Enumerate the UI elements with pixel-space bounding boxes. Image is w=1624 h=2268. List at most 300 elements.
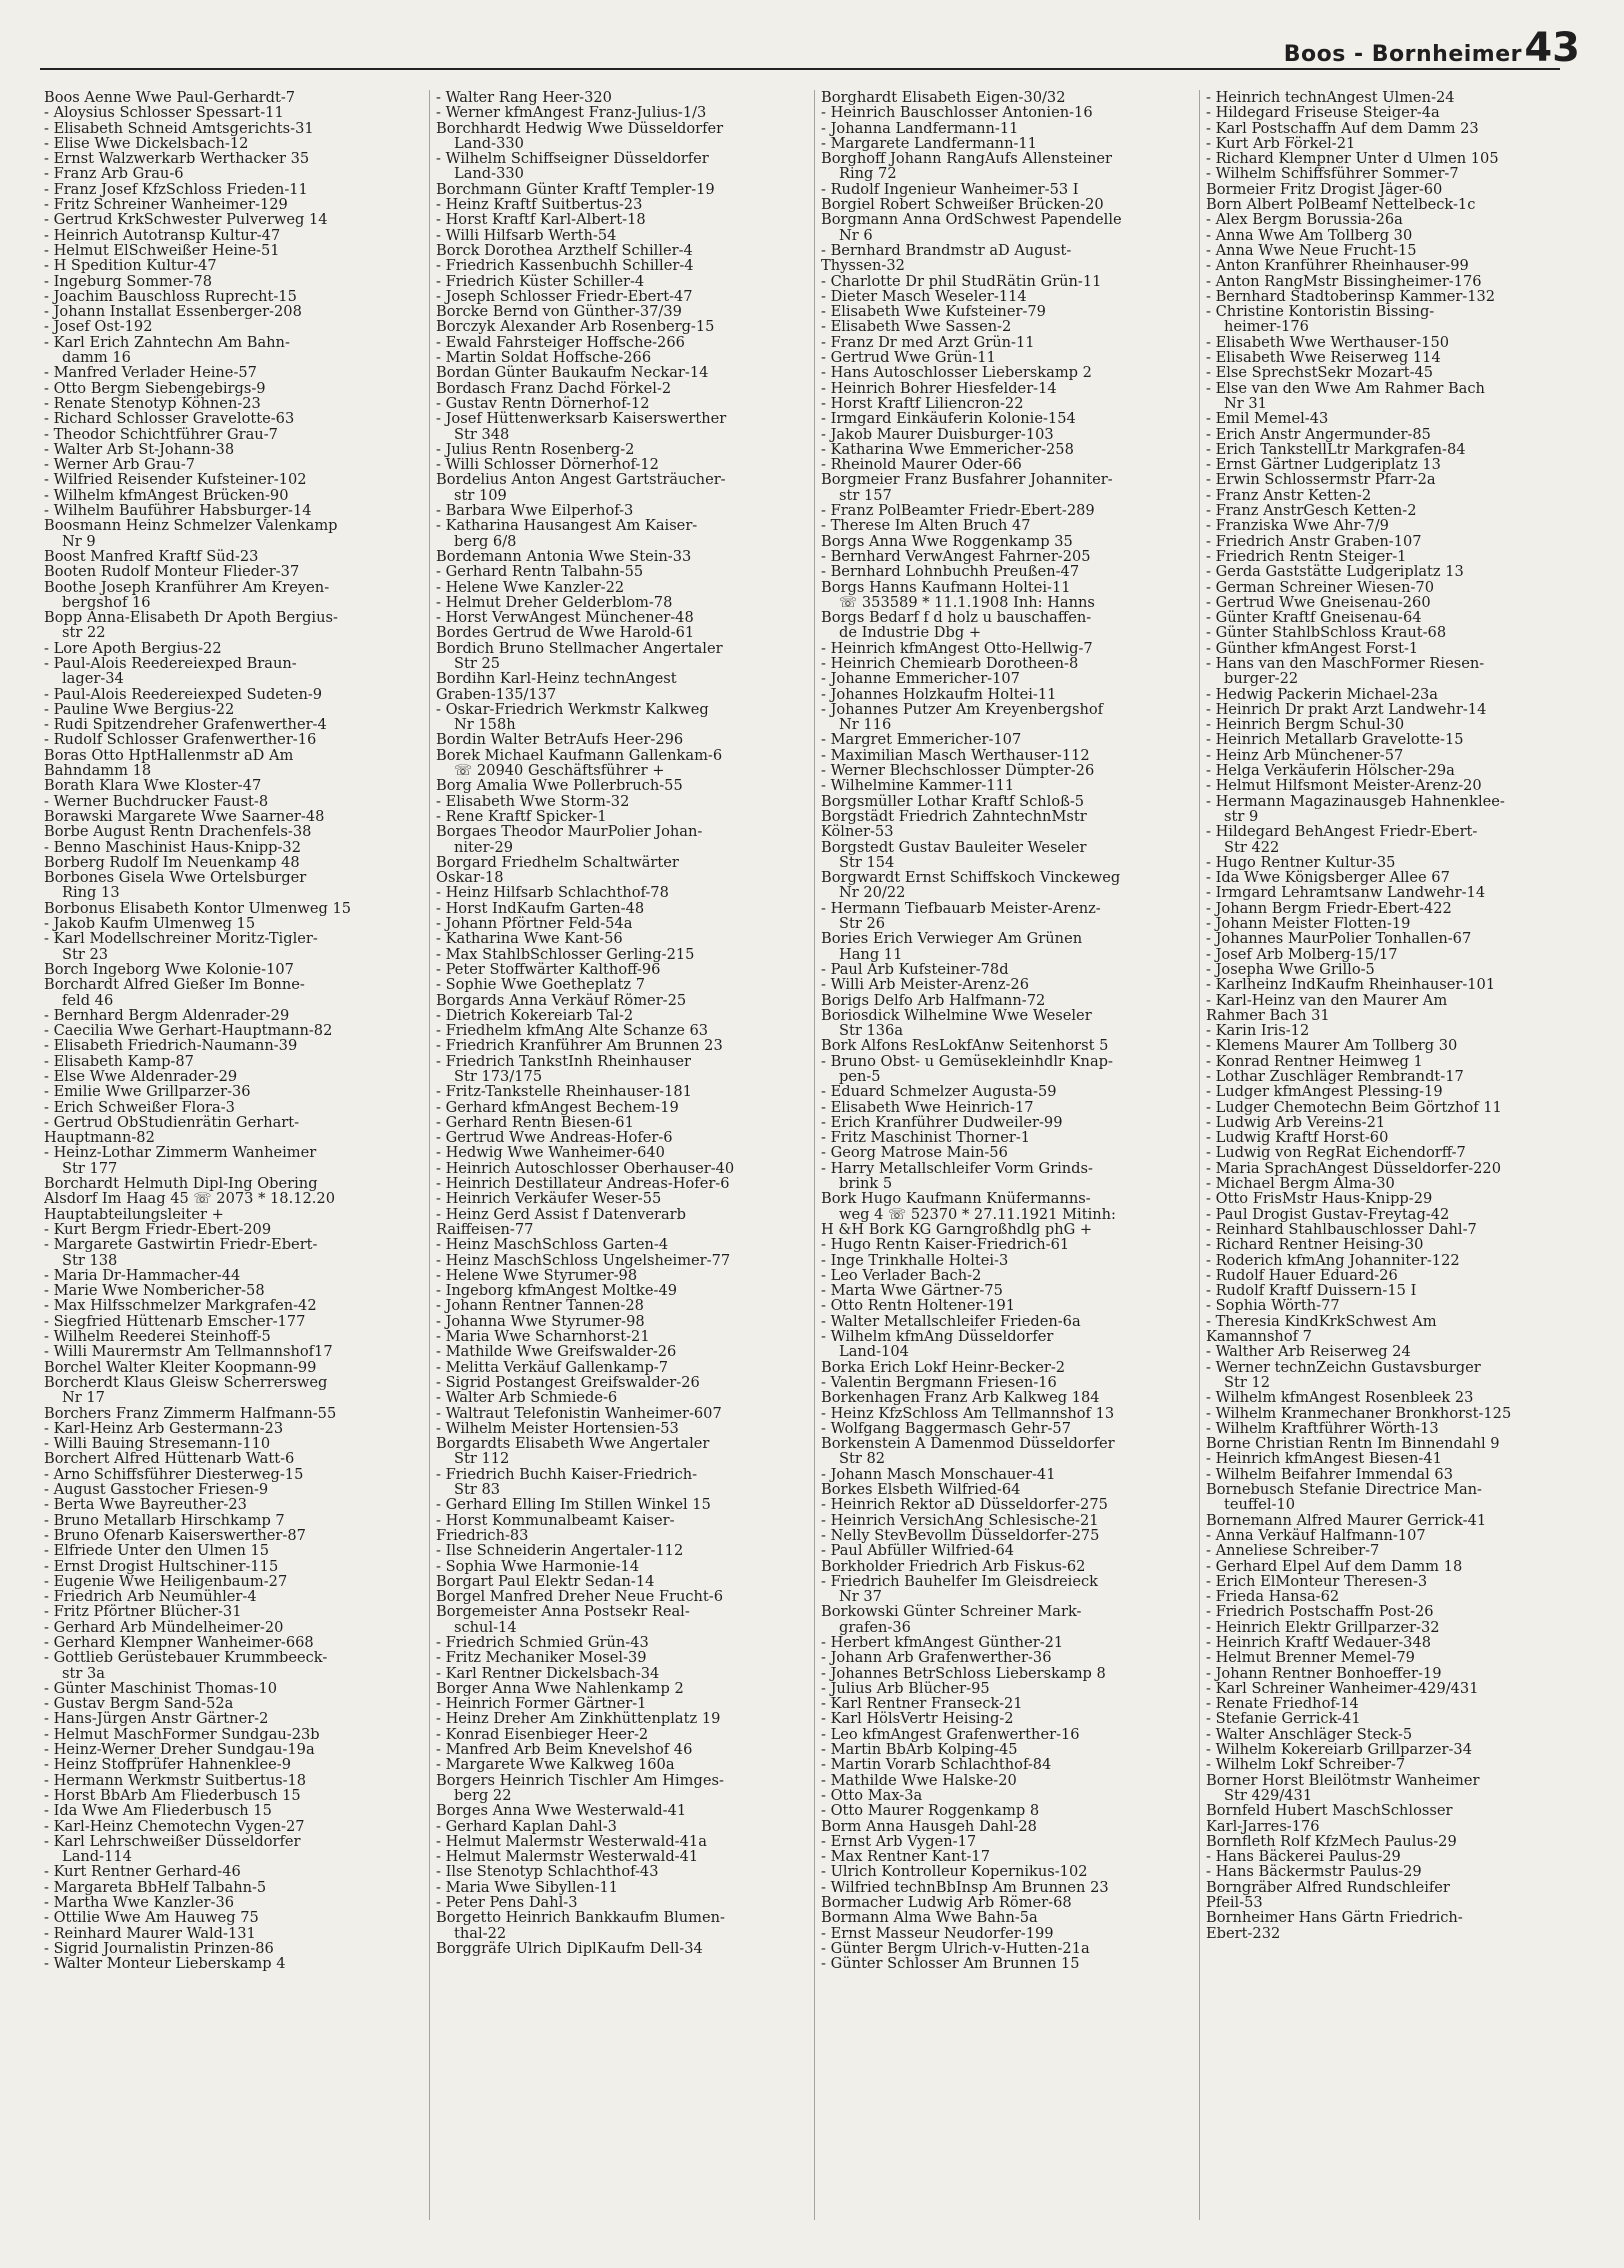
- directory-line: - Heinrich Chemiearb Dorotheen-8: [821, 654, 1079, 672]
- directory-line: - Ernst Gärtner Ludgeriplatz 13: [1206, 456, 1441, 474]
- directory-line: - Werner technZeichn Gustavsburger: [1206, 1358, 1481, 1376]
- directory-line: Str 348: [454, 425, 510, 443]
- directory-line: Borkenstein A Damenmod Düsseldorfer: [821, 1435, 1115, 1453]
- directory-line: - Helmut ElSchweißer Heine-51: [44, 241, 280, 259]
- directory-line: - Helmut Malermstr Westerwald-41: [436, 1848, 699, 1866]
- directory-line: H &H Bork KG Garngroßhdlg phG +: [821, 1220, 1093, 1238]
- directory-line: Raiffeisen-77: [436, 1220, 534, 1238]
- directory-line: - Johann Bergm Friedr-Ebert-422: [1206, 899, 1452, 917]
- directory-line: - Ernst Masseur Neudorfer-199: [821, 1924, 1054, 1942]
- directory-line: - Hildegard Friseuse Steiger-4a: [1206, 104, 1440, 122]
- directory-line: Bordich Bruno Stellmacher Angertaler: [436, 639, 723, 657]
- directory-line: - Walter Rang Heer-320: [436, 90, 612, 106]
- directory-line: - Helene Wwe Kanzler-22: [436, 578, 625, 596]
- directory-line: - Paul-Alois Reedereiexped Sudeten-9: [44, 685, 323, 703]
- directory-line: - Heinrich Former Gärtner-1: [436, 1695, 647, 1713]
- directory-line: - Heinrich Elektr Grillparzer-32: [1206, 1618, 1440, 1636]
- directory-line: str 22: [62, 624, 106, 642]
- directory-line: Borbonus Elisabeth Kontor Ulmenweg 15: [44, 899, 352, 917]
- directory-line: - Herbert kfmAngest Günther-21: [821, 1633, 1064, 1651]
- directory-line: - Ulrich Kontrolleur Kopernikus-102: [821, 1863, 1088, 1881]
- directory-line: - Gerhard Rentn Biesen-61: [436, 1113, 634, 1131]
- directory-line: Borch Ingeborg Wwe Kolonie-107: [44, 960, 294, 978]
- directory-line: - Eugenie Wwe Heiligenbaum-27: [44, 1572, 288, 1590]
- directory-line: - Richard Schlosser Gravelotte-63: [44, 410, 295, 428]
- directory-line: - Maria SprachAngest Düsseldorfer-220: [1206, 1159, 1501, 1177]
- directory-line: - Anneliese Schreiber-7: [1206, 1542, 1380, 1560]
- directory-line: - Barbara Wwe Eilperhof-3: [436, 502, 634, 520]
- directory-line: - Franz AnstrGesch Ketten-2: [1206, 502, 1417, 520]
- directory-line: - Gustav Bergm Sand-52a: [44, 1695, 234, 1713]
- directory-line: - Kurt Bergm Friedr-Ebert-209: [44, 1220, 272, 1238]
- directory-line: - Ingeborg kfmAngest Moltke-49: [436, 1282, 678, 1300]
- directory-line: - Heinz Stoffprüfer Hahnenklee-9: [44, 1756, 291, 1774]
- directory-line: Kölner-53: [821, 823, 894, 841]
- directory-line: - Josepha Wwe Grillo-5: [1206, 960, 1375, 978]
- directory-line: - Erich Anstr Angermunder-85: [1206, 425, 1431, 443]
- directory-line: - Nelly StevBevollm Düsseldorfer-275: [821, 1526, 1100, 1544]
- directory-line: - Franz Anstr Ketten-2: [1206, 486, 1372, 504]
- directory-line: - Otto Bergm Siebengebirgs-9: [44, 379, 266, 397]
- directory-line: Borawski Margarete Wwe Saarner-48: [44, 807, 325, 825]
- directory-line: - Ewald Fahrsteiger Hoffsche-266: [436, 333, 685, 351]
- directory-line: - Jakob Maurer Duisburger-103: [821, 425, 1054, 443]
- directory-line: - Anton Kranführer Rheinhauser-99: [1206, 257, 1469, 275]
- directory-line: Borchers Franz Zimmerm Halfmann-55: [44, 1404, 337, 1422]
- directory-line: - Friedrich Arb Neumühler-4: [44, 1588, 257, 1606]
- directory-line: Pfeil-53: [1206, 1894, 1263, 1912]
- directory-line: - Paul Abfüller Wilfried-64: [821, 1542, 1015, 1560]
- directory-line: Borkes Elsbeth Wilfried-64: [821, 1481, 1021, 1499]
- directory-line: - Heinrich Destillateur Andreas-Hofer-6: [436, 1175, 730, 1193]
- directory-line: Borm Anna Hausgeh Dahl-28: [821, 1817, 1037, 1835]
- directory-line: thal-22: [454, 1924, 507, 1942]
- directory-line: Bormacher Ludwig Arb Römer-68: [821, 1894, 1072, 1912]
- directory-line: Borgsmüller Lothar Kraftf Schloß-5: [821, 792, 1085, 810]
- directory-line: - Gertrud Wwe Grün-11: [821, 349, 996, 367]
- directory-line: - Bernhard Bergm Aldenrader-29: [44, 1006, 290, 1024]
- directory-line: - Elisabeth Wwe Heinrich-17: [821, 1098, 1034, 1116]
- directory-line: Boosmann Heinz Schmelzer Valenkamp: [44, 517, 338, 535]
- directory-line: Borbones Gisela Wwe Ortelsburger: [44, 869, 307, 887]
- directory-line: - Hildegard BehAngest Friedr-Ebert-: [1206, 823, 1478, 841]
- directory-line: - Johanne Emmericher-107: [821, 670, 1020, 688]
- directory-line: - Mathilde Wwe Greifswalder-26: [436, 1343, 677, 1361]
- directory-line: - Karl Erich Zahntechn Am Bahn-: [44, 333, 290, 351]
- directory-line: - Elisabeth Wwe Werthauser-150: [1206, 333, 1450, 351]
- directory-line: - Hans van den MaschFormer Riesen-: [1206, 654, 1485, 672]
- directory-line: - Friedrich Schmied Grün-43: [436, 1633, 649, 1651]
- directory-line: - Ingeburg Sommer-78: [44, 272, 212, 290]
- directory-line: Bopp Anna-Elisabeth Dr Apoth Bergius-: [44, 609, 338, 627]
- directory-line: - Katharina Wwe Emmericher-258: [821, 440, 1074, 458]
- directory-line: Bories Erich Verwieger Am Grünen: [821, 930, 1083, 948]
- directory-line: Hauptmann-82: [44, 1129, 155, 1147]
- directory-line: Bormann Alma Wwe Bahn-5a: [821, 1909, 1038, 1927]
- directory-line: - Karin Iris-12: [1206, 1022, 1310, 1040]
- directory-line: Str 23: [62, 945, 109, 963]
- directory-line: Boothe Joseph Kranführer Am Kreyen-: [44, 578, 330, 596]
- directory-line: - Karl Postschaffn Auf dem Damm 23: [1206, 119, 1479, 137]
- directory-line: - Hans Autoschlosser Lieberskamp 2: [821, 364, 1092, 382]
- directory-line: - Ernst Arb Vygen-17: [821, 1832, 977, 1850]
- directory-line: - Elisabeth Friedrich-Naumann-39: [44, 1037, 298, 1055]
- directory-line: - Horst IndKaufm Garten-48: [436, 899, 645, 917]
- directory-line: - Katharina Hausangest Am Kaiser-: [436, 517, 698, 535]
- directory-line: burger-22: [1224, 670, 1299, 688]
- directory-line: - Gerhard kfmAngest Bechem-19: [436, 1098, 679, 1116]
- directory-line: - Walter Arb St-Johann-38: [44, 440, 235, 458]
- directory-line: - Maria Dr-Hammacher-44: [44, 1266, 241, 1284]
- directory-line: - Heinz Hilfsarb Schlachthof-78: [436, 884, 669, 902]
- directory-line: - Hermann Werkmstr Suitbertus-18: [44, 1771, 307, 1789]
- directory-line: Ring 72: [839, 165, 897, 183]
- directory-line: - Friedrich Kassenbuchh Schiller-4: [436, 257, 694, 275]
- directory-line: - Maria Wwe Scharnhorst-21: [436, 1328, 650, 1346]
- directory-line: - Martha Wwe Kanzler-36: [44, 1894, 235, 1912]
- directory-line: - Karl Lehrschweißer Düsseldorfer: [44, 1832, 301, 1850]
- directory-line: - Michael Bergm Alma-30: [1206, 1175, 1395, 1193]
- directory-line: Borchhardt Hedwig Wwe Düsseldorfer: [436, 119, 724, 137]
- directory-line: - Johanna Wwe Styrumer-98: [436, 1312, 645, 1330]
- directory-line: - Karl Schreiner Wanheimer-429/431: [1206, 1679, 1479, 1697]
- directory-line: - Wilhelmine Kammer-111: [821, 777, 1015, 795]
- directory-line: - Johann Installat Essenberger-208: [44, 303, 302, 321]
- directory-line: Bordin Walter BetrAufs Heer-296: [436, 731, 684, 749]
- directory-line: - Else Wwe Aldenrader-29: [44, 1068, 238, 1085]
- directory-line: - August Gasstocher Friesen-9: [44, 1481, 269, 1499]
- directory-line: - Fritz Pförtner Blücher-31: [44, 1603, 242, 1621]
- directory-line: ☏ 353589 * 11.1.1908 Inh: Hanns: [839, 593, 1095, 611]
- directory-line: - Fritz Mechaniker Mosel-39: [436, 1649, 647, 1667]
- directory-line: - Reinhard Stahlbauschlosser Dahl-7: [1206, 1220, 1477, 1238]
- directory-line: Bornfleth Rolf KfzMech Paulus-29: [1206, 1832, 1457, 1850]
- directory-line: - Heinz Arb Münchener-57: [1206, 746, 1404, 764]
- directory-line: - Melitta Verkäuf Gallenkamp-7: [436, 1358, 669, 1376]
- directory-line: - Willi Maurermstr Am Tellmannshof17: [44, 1343, 333, 1361]
- directory-line: - Richard Rentner Heising-30: [1206, 1236, 1424, 1254]
- directory-line: - Günter Bergm Ulrich-v-Hutten-21a: [821, 1939, 1090, 1957]
- directory-line: - Wilhelm Reederei Steinhoff-5: [44, 1328, 271, 1346]
- directory-line: - Gertrud Wwe Gneisenau-260: [1206, 593, 1431, 611]
- directory-line: - Theresia KindKrkSchwest Am: [1206, 1312, 1437, 1330]
- directory-line: Thyssen-32: [821, 257, 905, 275]
- directory-line: - Leo kfmAngest Grafenwerther-16: [821, 1725, 1080, 1743]
- directory-line: Str 83: [454, 1481, 501, 1499]
- directory-line: - Heinz Kraftf Suitbertus-23: [436, 196, 643, 214]
- directory-line: - Hedwig Packerin Michael-23a: [1206, 685, 1439, 703]
- directory-line: Str 154: [839, 853, 895, 871]
- directory-line: - Ottilie Wwe Am Hauweg 75: [44, 1909, 259, 1927]
- column-2: [429, 90, 804, 2220]
- directory-line: Nr 158h: [454, 716, 516, 734]
- running-head: Boos - Bornheimer: [1283, 42, 1522, 67]
- directory-line: - Fritz Maschinist Thorner-1: [821, 1129, 1031, 1147]
- directory-line: Borger Anna Wwe Nahlenkamp 2: [436, 1679, 684, 1697]
- directory-line: - Heinrich VersichAng Schlesische-21: [821, 1511, 1099, 1529]
- directory-line: - Friedrich TankstInh Rheinhauser: [436, 1052, 691, 1070]
- directory-line: Borgardts Elisabeth Wwe Angertaler: [436, 1435, 710, 1453]
- directory-line: lager-34: [62, 670, 124, 688]
- directory-line: - Ludwig Arb Vereins-21: [1206, 1113, 1386, 1131]
- directory-line: Bahndamm 18: [44, 762, 152, 780]
- directory-line: - Friedrich Küster Schiller-4: [436, 272, 645, 290]
- directory-line: - Ludger Chemotechn Beim Görtzhof 11: [1206, 1098, 1502, 1116]
- directory-line: - Gerhard Kaplan Dahl-3: [436, 1817, 617, 1835]
- directory-line: str 157: [839, 486, 892, 504]
- directory-line: - Martin BbArb Kolping-45: [821, 1741, 1018, 1759]
- directory-line: Str 82: [839, 1450, 886, 1468]
- directory-line: - Heinrich technAngest Ulmen-24: [1206, 90, 1455, 106]
- directory-line: Borgemeister Anna Postsekr Real-: [436, 1603, 690, 1621]
- directory-line: Str 25: [454, 654, 501, 672]
- directory-line: - Heinz-Lothar Zimmerm Wanheimer: [44, 1144, 317, 1162]
- directory-line: Hauptabteilungsleiter +: [44, 1205, 224, 1223]
- directory-line: - Bernhard VerwAngest Fahrner-205: [821, 547, 1091, 565]
- directory-line: Borberg Rudolf Im Neuenkamp 48: [44, 853, 300, 871]
- directory-line: - Dietrich Kokereiarb Tal-2: [436, 1006, 634, 1024]
- directory-line: - Heinrich Dr prakt Arzt Landwehr-14: [1206, 700, 1487, 718]
- directory-line: Graben-135/137: [436, 685, 557, 703]
- directory-line: teuffel-10: [1224, 1496, 1296, 1514]
- directory-line: - Hermann Magazinausgeb Hahnenklee-: [1206, 792, 1505, 810]
- directory-line: Borgiel Robert Schweißer Brücken-20: [821, 196, 1104, 214]
- directory-line: - Horst Kraftf Karl-Albert-18: [436, 211, 646, 229]
- directory-line: Bordes Gertrud de Wwe Harold-61: [436, 624, 695, 642]
- directory-line: - Heinz MaschSchloss Ungelsheimer-77: [436, 1251, 731, 1269]
- directory-line: Borgards Anna Verkäuf Römer-25: [436, 991, 687, 1009]
- directory-line: Hang 11: [839, 945, 903, 963]
- directory-line: Born Albert PolBeamf Nettelbeck-1c: [1206, 196, 1476, 214]
- directory-line: - Margarete Landfermann-11: [821, 134, 1037, 152]
- directory-line: de Industrie Dbg +: [839, 624, 982, 642]
- directory-line: - Aloysius Schlosser Spessart-11: [44, 104, 284, 122]
- directory-line: - Erich ElMonteur Theresen-3: [1206, 1572, 1428, 1590]
- directory-line: - Heinrich Metallarb Gravelotte-15: [1206, 731, 1464, 749]
- directory-line: Str 173/175: [454, 1068, 543, 1085]
- directory-line: - Heinrich kfmAngest Biesen-41: [1206, 1450, 1442, 1468]
- directory-line: - Margarete Wwe Kalkweg 160a: [436, 1756, 675, 1774]
- directory-line: - Otto Maurer Roggenkamp 8: [821, 1802, 1040, 1820]
- directory-line: Borkholder Friedrich Arb Fiskus-62: [821, 1557, 1086, 1575]
- directory-line: - Lothar Zuschläger Rembrandt-17: [1206, 1068, 1464, 1085]
- directory-line: - Heinrich Rektor aD Düsseldorfer-275: [821, 1496, 1108, 1514]
- directory-line: - Franziska Wwe Ahr-7/9: [1206, 517, 1389, 535]
- directory-line: Bordan Günter Baukaufm Neckar-14: [436, 364, 709, 382]
- directory-line: - Max Rentner Kant-17: [821, 1848, 990, 1866]
- directory-line: - Heinrich kfmAngest Otto-Hellwig-7: [821, 639, 1093, 657]
- directory-line: - Fritz Schreiner Wanheimer-129: [44, 196, 288, 214]
- directory-line: - Siegfried Hüttenarb Emscher-177: [44, 1312, 306, 1330]
- directory-line: - Friedrich Anstr Graben-107: [1206, 532, 1422, 550]
- directory-line: Borath Klara Wwe Kloster-47: [44, 777, 262, 795]
- directory-line: Borgaes Theodor MaurPolier Johan-: [436, 823, 703, 841]
- directory-line: - Heinrich Kraftf Wedauer-348: [1206, 1633, 1432, 1651]
- directory-line: - Gerhard Elling Im Stillen Winkel 15: [436, 1496, 711, 1514]
- directory-line: Borchardt Helmuth Dipl-Ing Obering: [44, 1175, 318, 1193]
- directory-line: - Erich Schweißer Flora-3: [44, 1098, 235, 1116]
- directory-line: - Konrad Rentner Heimweg 1: [1206, 1052, 1423, 1070]
- directory-line: Borkowski Günter Schreiner Mark-: [821, 1603, 1082, 1621]
- directory-line: str 109: [454, 486, 507, 504]
- directory-line: - Peter Stoffwärter Kalthoff-96: [436, 960, 661, 978]
- directory-line: Borgart Paul Elektr Sedan-14: [436, 1572, 655, 1590]
- directory-line: - Peter Pens Dahl-3: [436, 1894, 578, 1912]
- directory-line: - Helmut MaschFormer Sundgau-23b: [44, 1725, 320, 1743]
- directory-line: - Helmut Dreher Gelderblom-78: [436, 593, 673, 611]
- directory-line: Borczyk Alexander Arb Rosenberg-15: [436, 318, 715, 336]
- directory-line: Borg Amalia Wwe Pollerbruch-55: [436, 777, 683, 795]
- directory-line: - Johannes BetrSchloss Lieberskamp 8: [821, 1664, 1106, 1682]
- directory-line: Alsdorf Im Haag 45 ☏ 2073 * 18.12.20: [44, 1190, 335, 1208]
- directory-line: - Christine Kontoristin Bissing-: [1206, 303, 1435, 321]
- directory-line: - Elisabeth Wwe Reiserweg 114: [1206, 349, 1441, 367]
- directory-line: - Wilhelm kfmAng Düsseldorfer: [821, 1328, 1054, 1346]
- directory-line: - Roderich kfmAng Johanniter-122: [1206, 1251, 1460, 1269]
- header-rule: [40, 68, 1560, 70]
- directory-line: - Horst Kraftf Liliencron-22: [821, 394, 1024, 412]
- directory-line: - Friedrich Postschaffn Post-26: [1206, 1603, 1434, 1621]
- directory-line: - Johannes Holzkaufm Holtei-11: [821, 685, 1057, 703]
- directory-line: pen-5: [839, 1068, 881, 1085]
- directory-line: Nr 20/22: [839, 884, 906, 902]
- directory-line: Bordelius Anton Angest Gartsträucher-: [436, 471, 726, 489]
- directory-line: - Johannes Putzer Am Kreyenbergshof: [821, 700, 1104, 718]
- directory-line: - Gottlieb Gerüstebauer Krummbeeck-: [44, 1649, 328, 1667]
- directory-line: str 3a: [62, 1664, 105, 1682]
- directory-line: - Harry Metallschleifer Vorm Grinds-: [821, 1159, 1093, 1177]
- directory-line: - Willi Schlosser Dörnerhof-12: [436, 456, 659, 474]
- directory-line: Str 26: [839, 915, 886, 933]
- directory-line: Borgs Bedarf f d holz u bauschaffen-: [821, 609, 1092, 627]
- directory-line: - Pauline Wwe Bergius-22: [44, 700, 235, 718]
- directory-line: Borck Dorothea Arzthelf Schiller-4: [436, 241, 693, 259]
- directory-line: - Otto FrisMstr Haus-Knipp-29: [1206, 1190, 1433, 1208]
- directory-line: Borchert Alfred Hüttenarb Watt-6: [44, 1450, 295, 1468]
- directory-line: - Karl Rentner Dickelsbach-34: [436, 1664, 660, 1682]
- directory-line: Friedrich-83: [436, 1526, 529, 1544]
- directory-line: - Ilse Schneiderin Angertaler-112: [436, 1542, 684, 1560]
- page-header: [40, 25, 1580, 71]
- directory-line: - Anna Verkäuf Halfmann-107: [1206, 1526, 1426, 1544]
- directory-line: Borkenhagen Franz Arb Kalkweg 184: [821, 1389, 1100, 1407]
- directory-line: - Helene Wwe Styrumer-98: [436, 1266, 638, 1284]
- directory-line: - Sophia Wwe Harmonie-14: [436, 1557, 640, 1575]
- directory-line: - Klemens Maurer Am Tollberg 30: [1206, 1037, 1458, 1055]
- directory-line: - Martin Soldat Hoffsche-266: [436, 349, 652, 367]
- directory-line: Borgs Anna Wwe Roggenkamp 35: [821, 532, 1073, 550]
- directory-line: - Frieda Hansa-62: [1206, 1588, 1340, 1606]
- directory-line: - Karl Modellschreiner Moritz-Tigler-: [44, 930, 318, 948]
- directory-line: - Hans Bäckerei Paulus-29: [1206, 1848, 1401, 1866]
- directory-line: Borchel Walter Kleiter Koopmann-99: [44, 1358, 317, 1376]
- directory-line: - Renate Friedhof-14: [1206, 1695, 1359, 1713]
- directory-line: - Marie Wwe Nombericher-58: [44, 1282, 265, 1300]
- directory-line: niter-29: [454, 838, 514, 856]
- directory-line: Nr 17: [62, 1389, 105, 1407]
- directory-line: - Sigrid Postangest Greifswalder-26: [436, 1373, 700, 1391]
- directory-line: - Inge Trinkhalle Holtei-3: [821, 1251, 1009, 1269]
- directory-line: - Martin Vorarb Schlachthof-84: [821, 1756, 1052, 1774]
- directory-line: Borges Anna Wwe Westerwald-41: [436, 1802, 687, 1820]
- directory-line: - Dieter Masch Weseler-114: [821, 287, 1027, 305]
- directory-line: - Anton RangMstr Bissingheimer-176: [1206, 272, 1482, 290]
- directory-line: - Karlheinz IndKaufm Rheinhauser-101: [1206, 976, 1496, 994]
- directory-line: - Jakob Kaufm Ulmenweg 15: [44, 915, 256, 933]
- directory-line: - H Spedition Kultur-47: [44, 257, 217, 275]
- directory-line: Land-104: [839, 1343, 909, 1361]
- directory-line: - Elisabeth Wwe Kufsteiner-79: [821, 303, 1046, 321]
- directory-line: - Ludwig von RegRat Eichendorff-7: [1206, 1144, 1466, 1162]
- directory-line: - Gerhard Klempner Wanheimer-668: [44, 1633, 314, 1651]
- column-3: [814, 90, 1189, 2220]
- directory-line: - Hugo Rentner Kultur-35: [1206, 853, 1396, 871]
- directory-line: - Berta Wwe Bayreuther-23: [44, 1496, 247, 1514]
- directory-line: - Günter Kraftf Gneisenau-64: [1206, 609, 1422, 627]
- directory-line: - Wilhelm Schiffseigner Düsseldorfer: [436, 150, 709, 168]
- directory-line: - Johanna Landfermann-11: [821, 119, 1019, 137]
- directory-line: Borghoff Johann RangAufs Allensteiner: [821, 150, 1113, 168]
- directory-line: - Helmut Malermstr Westerwald-41a: [436, 1832, 707, 1850]
- directory-line: - Friedrich Bauhelfer Im Gleisdreieck: [821, 1572, 1098, 1590]
- directory-line: - Rene Kraftf Spicker-1: [436, 807, 607, 825]
- directory-line: - Paul Arb Kufsteiner-78d: [821, 960, 1009, 978]
- directory-line: - Walter Metallschleifer Frieden-6a: [821, 1312, 1081, 1330]
- directory-line: - Rudolf Ingenieur Wanheimer-53 I: [821, 180, 1079, 198]
- directory-line: - Wilhelm Beifahrer Immendal 63: [1206, 1465, 1453, 1483]
- directory-line: - Sigrid Journalistin Prinzen-86: [44, 1939, 274, 1957]
- directory-line: - Hugo Rentn Kaiser-Friedrich-61: [821, 1236, 1070, 1254]
- directory-line: - Otto Max-3a: [821, 1786, 923, 1804]
- directory-line: - Helmut Hilfsmont Meister-Arenz-20: [1206, 777, 1482, 795]
- directory-line: Borgstädt Friedrich ZahntechnMstr: [821, 807, 1087, 825]
- directory-line: Borgmeier Franz Busfahrer Johanniter-: [821, 471, 1113, 489]
- directory-line: - Heinrich Bauschlosser Antonien-16: [821, 104, 1093, 122]
- directory-line: Bordemann Antonia Wwe Stein-33: [436, 547, 692, 565]
- directory-line: - Wilhelm Kokereiarb Grillparzer-34: [1206, 1741, 1473, 1759]
- directory-line: - Ida Wwe Am Fliederbusch 15: [44, 1802, 272, 1820]
- directory-line: - Gertrud ObStudienrätin Gerhart-: [44, 1113, 300, 1131]
- directory-line: - German Schreiner Wiesen-70: [1206, 578, 1434, 596]
- directory-line: - Günter StahlbSchloss Kraut-68: [1206, 624, 1447, 642]
- directory-line: - Hans Bäckermstr Paulus-29: [1206, 1863, 1422, 1881]
- directory-line: - Lore Apoth Bergius-22: [44, 639, 222, 657]
- directory-line: - Karl HölsVertr Heising-2: [821, 1710, 1014, 1728]
- directory-line: - Konrad Eisenbieger Heer-2: [436, 1725, 649, 1743]
- directory-line: Ring 13: [62, 884, 120, 902]
- directory-line: Nr 9: [62, 532, 96, 550]
- directory-line: - Hedwig Wwe Wanheimer-640: [436, 1144, 665, 1162]
- directory-line: - Josef Ost-192: [44, 318, 153, 336]
- directory-line: - Therese Im Alten Bruch 47: [821, 517, 1031, 535]
- directory-line: - Friedrich Rentn Steiger-1: [1206, 547, 1407, 565]
- directory-line: Land-330: [454, 134, 524, 152]
- directory-line: heimer-176: [1224, 318, 1309, 336]
- directory-line: - Walter Monteur Lieberskamp 4: [44, 1955, 286, 1973]
- directory-line: - Friedrich Buchh Kaiser-Friedrich-: [436, 1465, 698, 1483]
- directory-line: - Erich Kranführer Dudweiler-99: [821, 1113, 1063, 1131]
- directory-line: Boos Aenne Wwe Paul-Gerhardt-7: [44, 90, 296, 106]
- directory-line: - Helga Verkäuferin Hölscher-29a: [1206, 762, 1455, 780]
- directory-line: - Marta Wwe Gärtner-75: [821, 1282, 1003, 1300]
- directory-line: - Elfriede Unter den Ulmen 15: [44, 1542, 270, 1560]
- directory-line: - Ludger kfmAngest Plessing-19: [1206, 1083, 1443, 1101]
- directory-line: - Heinz Gerd Assist f Datenverarb: [436, 1205, 686, 1223]
- directory-line: - Maximilian Masch Werthauser-112: [821, 746, 1090, 764]
- directory-line: Bornheimer Hans Gärtn Friedrich-: [1206, 1909, 1463, 1927]
- directory-line: - Willi Arb Meister-Arenz-26: [821, 976, 1030, 994]
- directory-line: - Heinrich Bohrer Hiesfelder-14: [821, 379, 1057, 397]
